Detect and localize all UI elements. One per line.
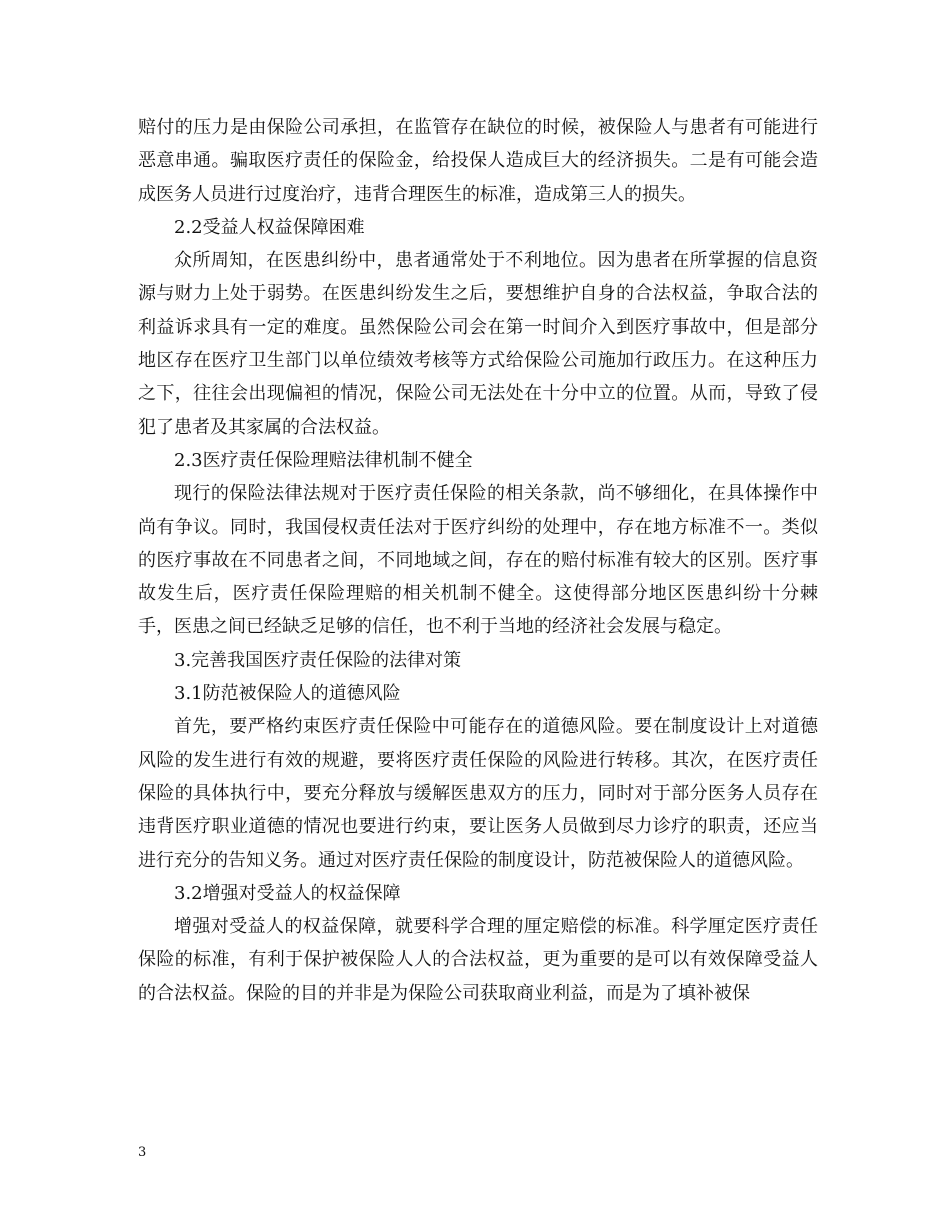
section-heading-2-2: 2.2受益人权益保障困难	[174, 216, 365, 238]
paragraph-beneficiary-rights: 众所周知，在医患纠纷中，患者通常处于不利地位。因为患者在所掌握的信息资源与财力上处于弱势。在医患纠纷发生之后，要想维护自身的合法权益，争取合法的利益诉求具有一定的难度。虽然保险公司会在第一时间介入到医疗事故中，但是部分地区存在医疗卫生部门以单位绩效考核等方式给保险公司施加行政压力。在这种压力之下，往往会出现偏袒的情况，保险公司无法处在十分中立的位置。从而，导致了侵犯了患者及其家属的合法权益。	[138, 250, 818, 438]
section-heading-2-3: 2.3医疗责任保险理赔法律机制不健全	[174, 449, 473, 471]
document-body	[138, 111, 818, 1010]
section-heading-3-1: 3.1防范被保险人的道德风险	[174, 683, 401, 705]
paragraph-moral-risk: 首先，要严格约束医疗责任保险中可能存在的道德风险。要在制度设计上对道德风险的发生进行有效的规避，要将医疗责任保险的风险进行转移。其次，在医疗责任保险的具体执行中，要充分释放与缓解医患双方的压力，同时对于部分医务人员存在违背医疗职业道德的情况也要进行约束，要让医务人员做到尽力诊疗的职责，还应当进行充分的告知义务。通过对医疗责任保险的制度设计，防范被保险人的道德风险。	[138, 716, 818, 871]
page-number: 3	[138, 1145, 147, 1160]
paragraph-beneficiary-protection: 增强对受益人的权益保障，就要科学合理的厘定赔偿的标准。科学厘定医疗责任保险的标准，有利于保护被保险人人的合法权益，更为重要的是可以有效保障受益人的合法权益。保险的目的并非是为保险公司获取商业利益，而是为了填补被保	[138, 916, 818, 1004]
paragraph-continuation: 赔付的压力是由保险公司承担，在监管存在缺位的时候，被保险人与患者有可能进行恶意串通。骗取医疗责任的保险金，给投保人造成巨大的经济损失。二是有可能会造成医务人员进行过度治疗，违背合理医生的标准，造成第三人的损失。	[138, 117, 818, 205]
section-heading-3-2: 3.2增强对受益人的权益保障	[174, 882, 401, 904]
paragraph-claims-mechanism: 现行的保险法律法规对于医疗责任保险的相关条款，尚不够细化，在具体操作中尚有争议。同时，我国侵权责任法对于医疗纠纷的处理中，存在地方标准不一。类似的医疗事故在不同患者之间，不同地域之间，存在的赔付标准有较大的区别。医疗事故发生后，医疗责任保险理赔的相关机制不健全。这使得部分地区医患纠纷十分棘手，医患之间已经缺乏足够的信任，也不利于当地的经济社会发展与稳定。	[138, 483, 818, 638]
section-heading-3: 3.完善我国医疗责任保险的法律对策	[174, 649, 462, 671]
